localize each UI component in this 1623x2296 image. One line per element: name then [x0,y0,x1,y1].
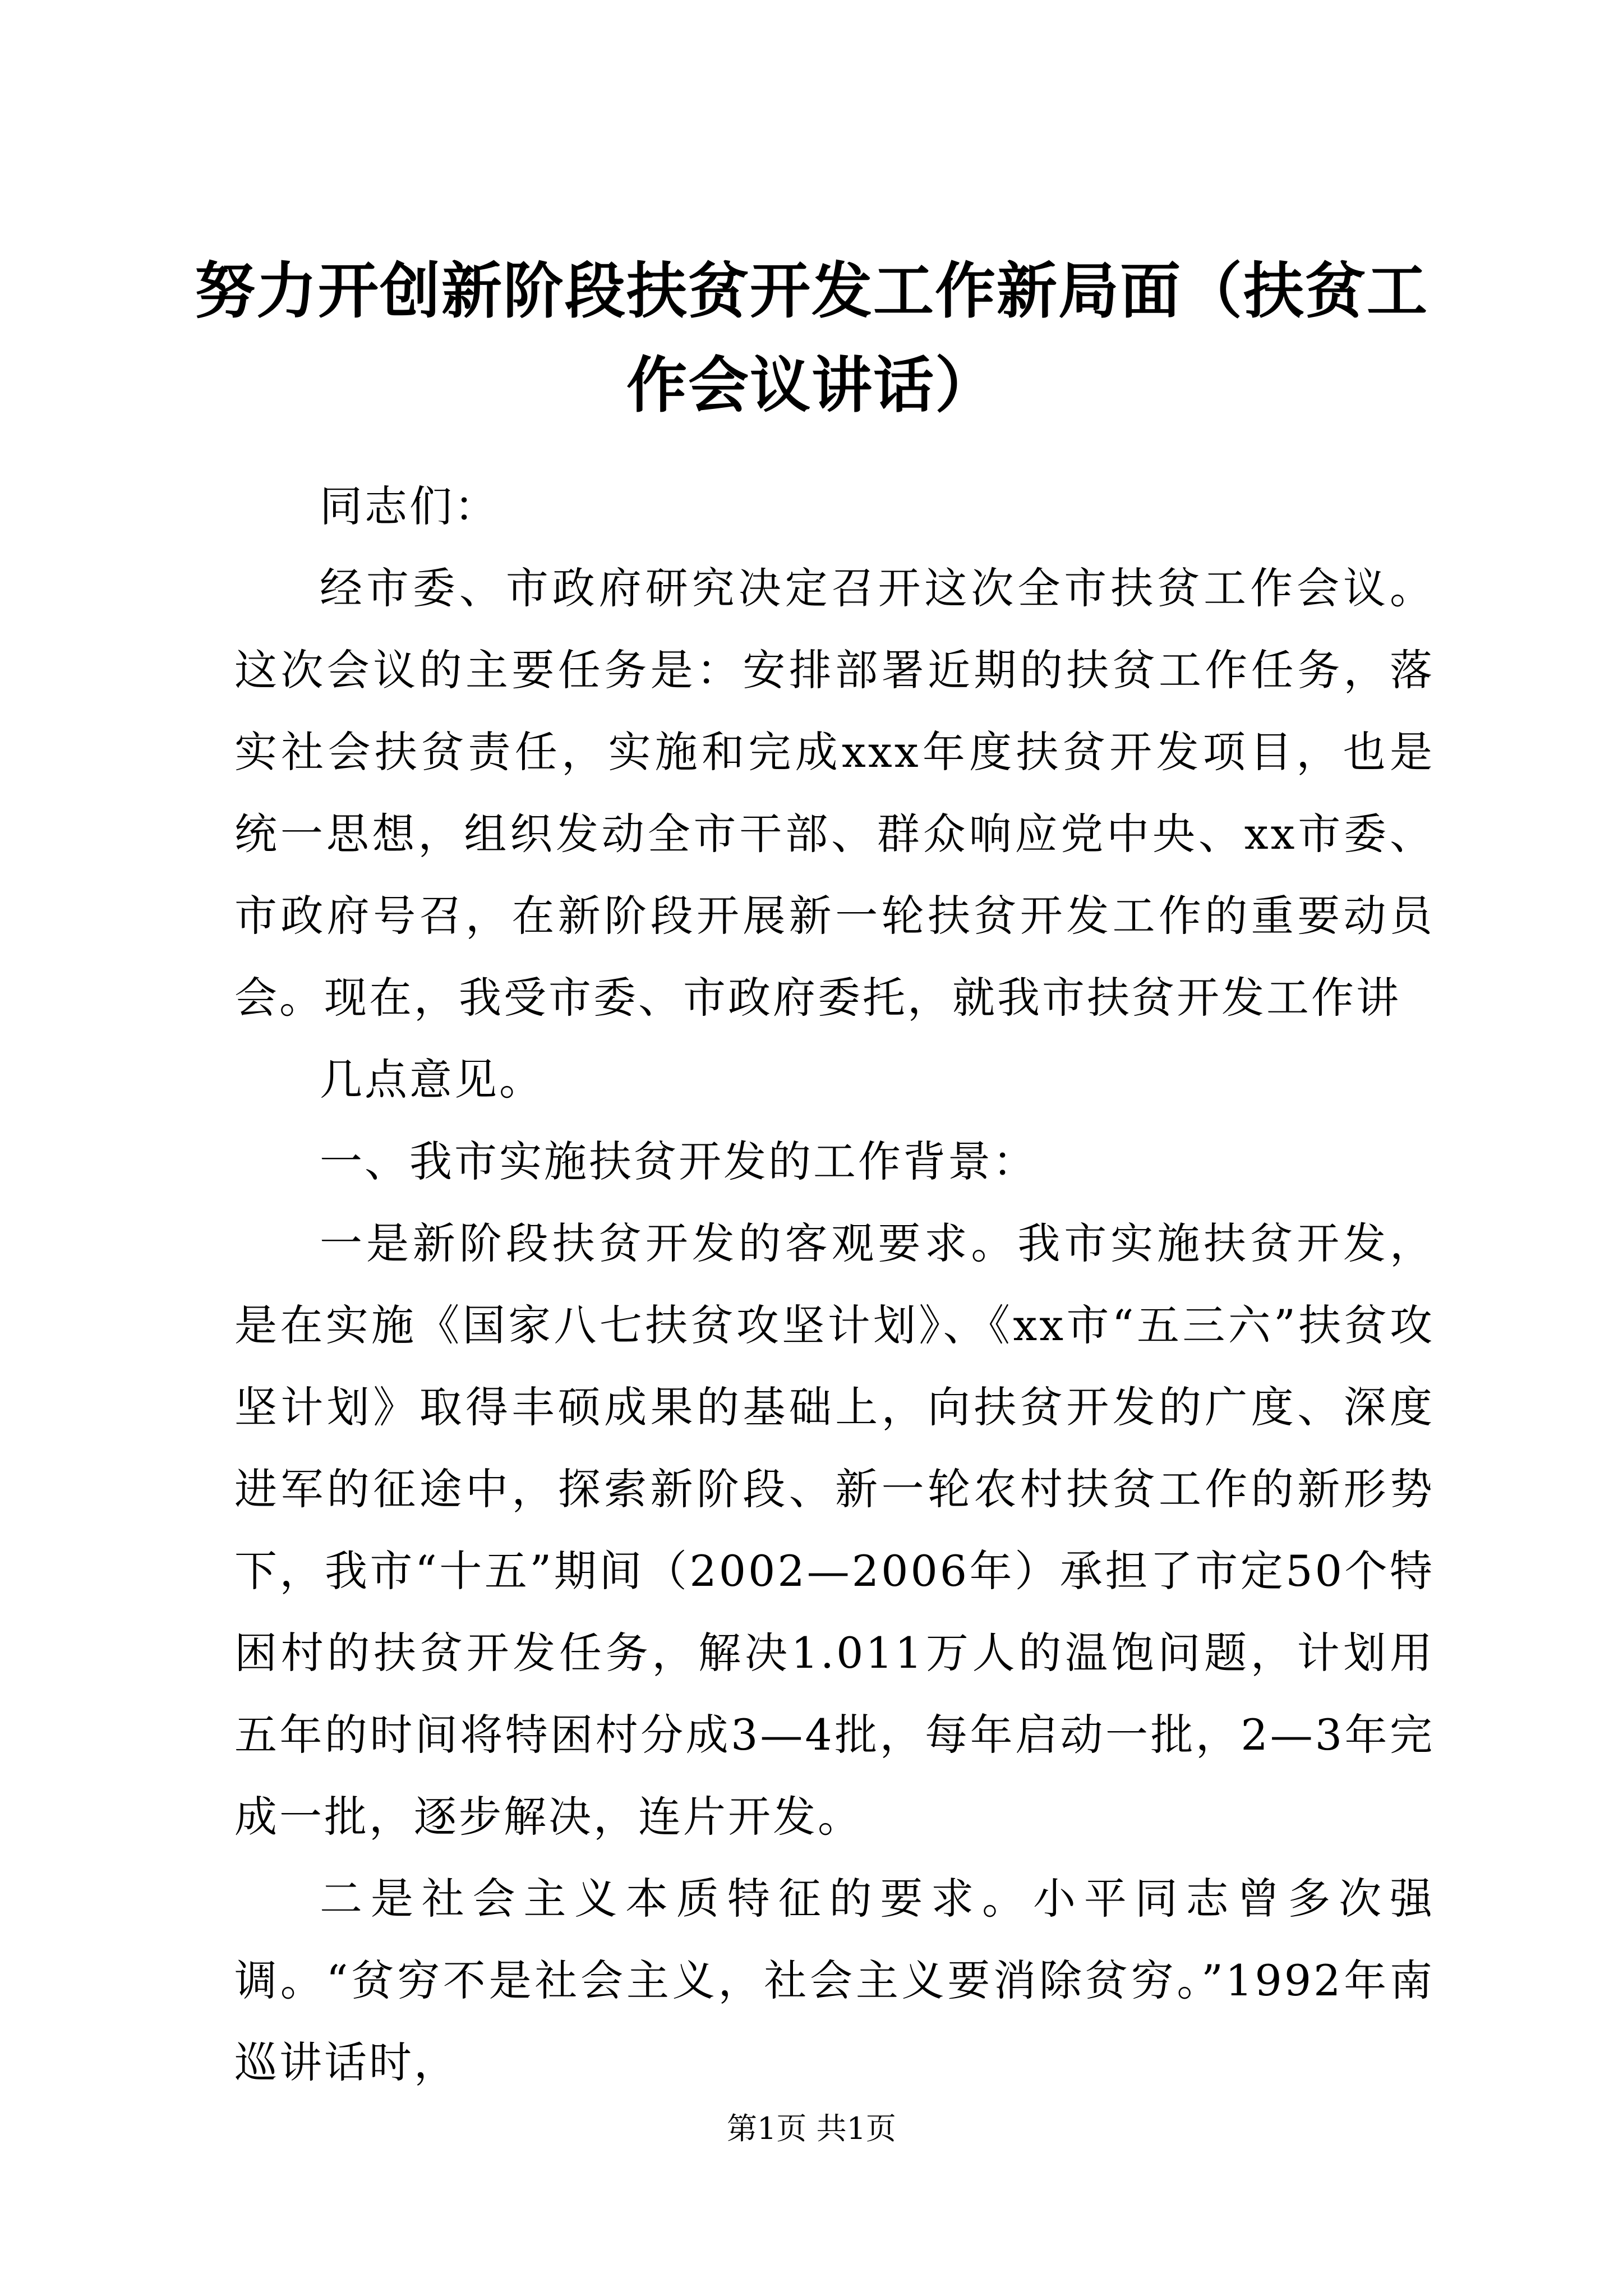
page-footer: 第1页 共1页 [727,2111,896,2146]
paragraph-opening: 经市委、市政府研究决定召开这次全市扶贫工作会议。这次会议的主要任务是：安排部署近期的扶贫工作任务，落实社会扶贫责任，实施和完成xxx年度扶贫开发项目，也是统一思想，组织发动全市干部、群众响应党中央、xx市委、市政府号召，在新阶段开展新一轮扶贫开发工作的重要动员会。现在，我受市委、市政府委托，就我市扶贫开发工作讲 [234,563,1435,1023]
paragraph-salutation: 同志们： [320,481,499,531]
section-heading-1: 一、我市实施扶贫开发的工作背景： [320,1137,1038,1186]
paragraph-background-1: 一是新阶段扶贫开发的客观要求。我市实施扶贫开发，是在实施《国家八七扶贫攻坚计划》、《xx市“五三六”扶贫攻坚计划》取得丰硕成果的基础上，向扶贫开发的广度、深度进军的征途中，探索新阶段、新一轮农村扶贫工作的新形势下，我市“十五”期间（2002—2006年）承担了市定50个特困村的扶贫开发任务，解决1.011万人的温饱问题，计划用五年的时间将特困村分成3—4批，每年启动一批，2—3年完成一批，逐步解决，连片开发。 [234,1218,1435,1842]
document-title: 努力开创新阶段扶贫开发工作新局面（扶贫工作会议讲话） [194,256,1428,421]
paragraph-background-2: 二是社会主义本质特征的要求。小平同志曾多次强调。“贫穷不是社会主义，社会主义要消除贫穷。”1992年南巡讲话时， [234,1874,1435,2087]
document-body [234,466,1435,2104]
paragraph-continuation: 几点意见。 [320,1055,544,1105]
